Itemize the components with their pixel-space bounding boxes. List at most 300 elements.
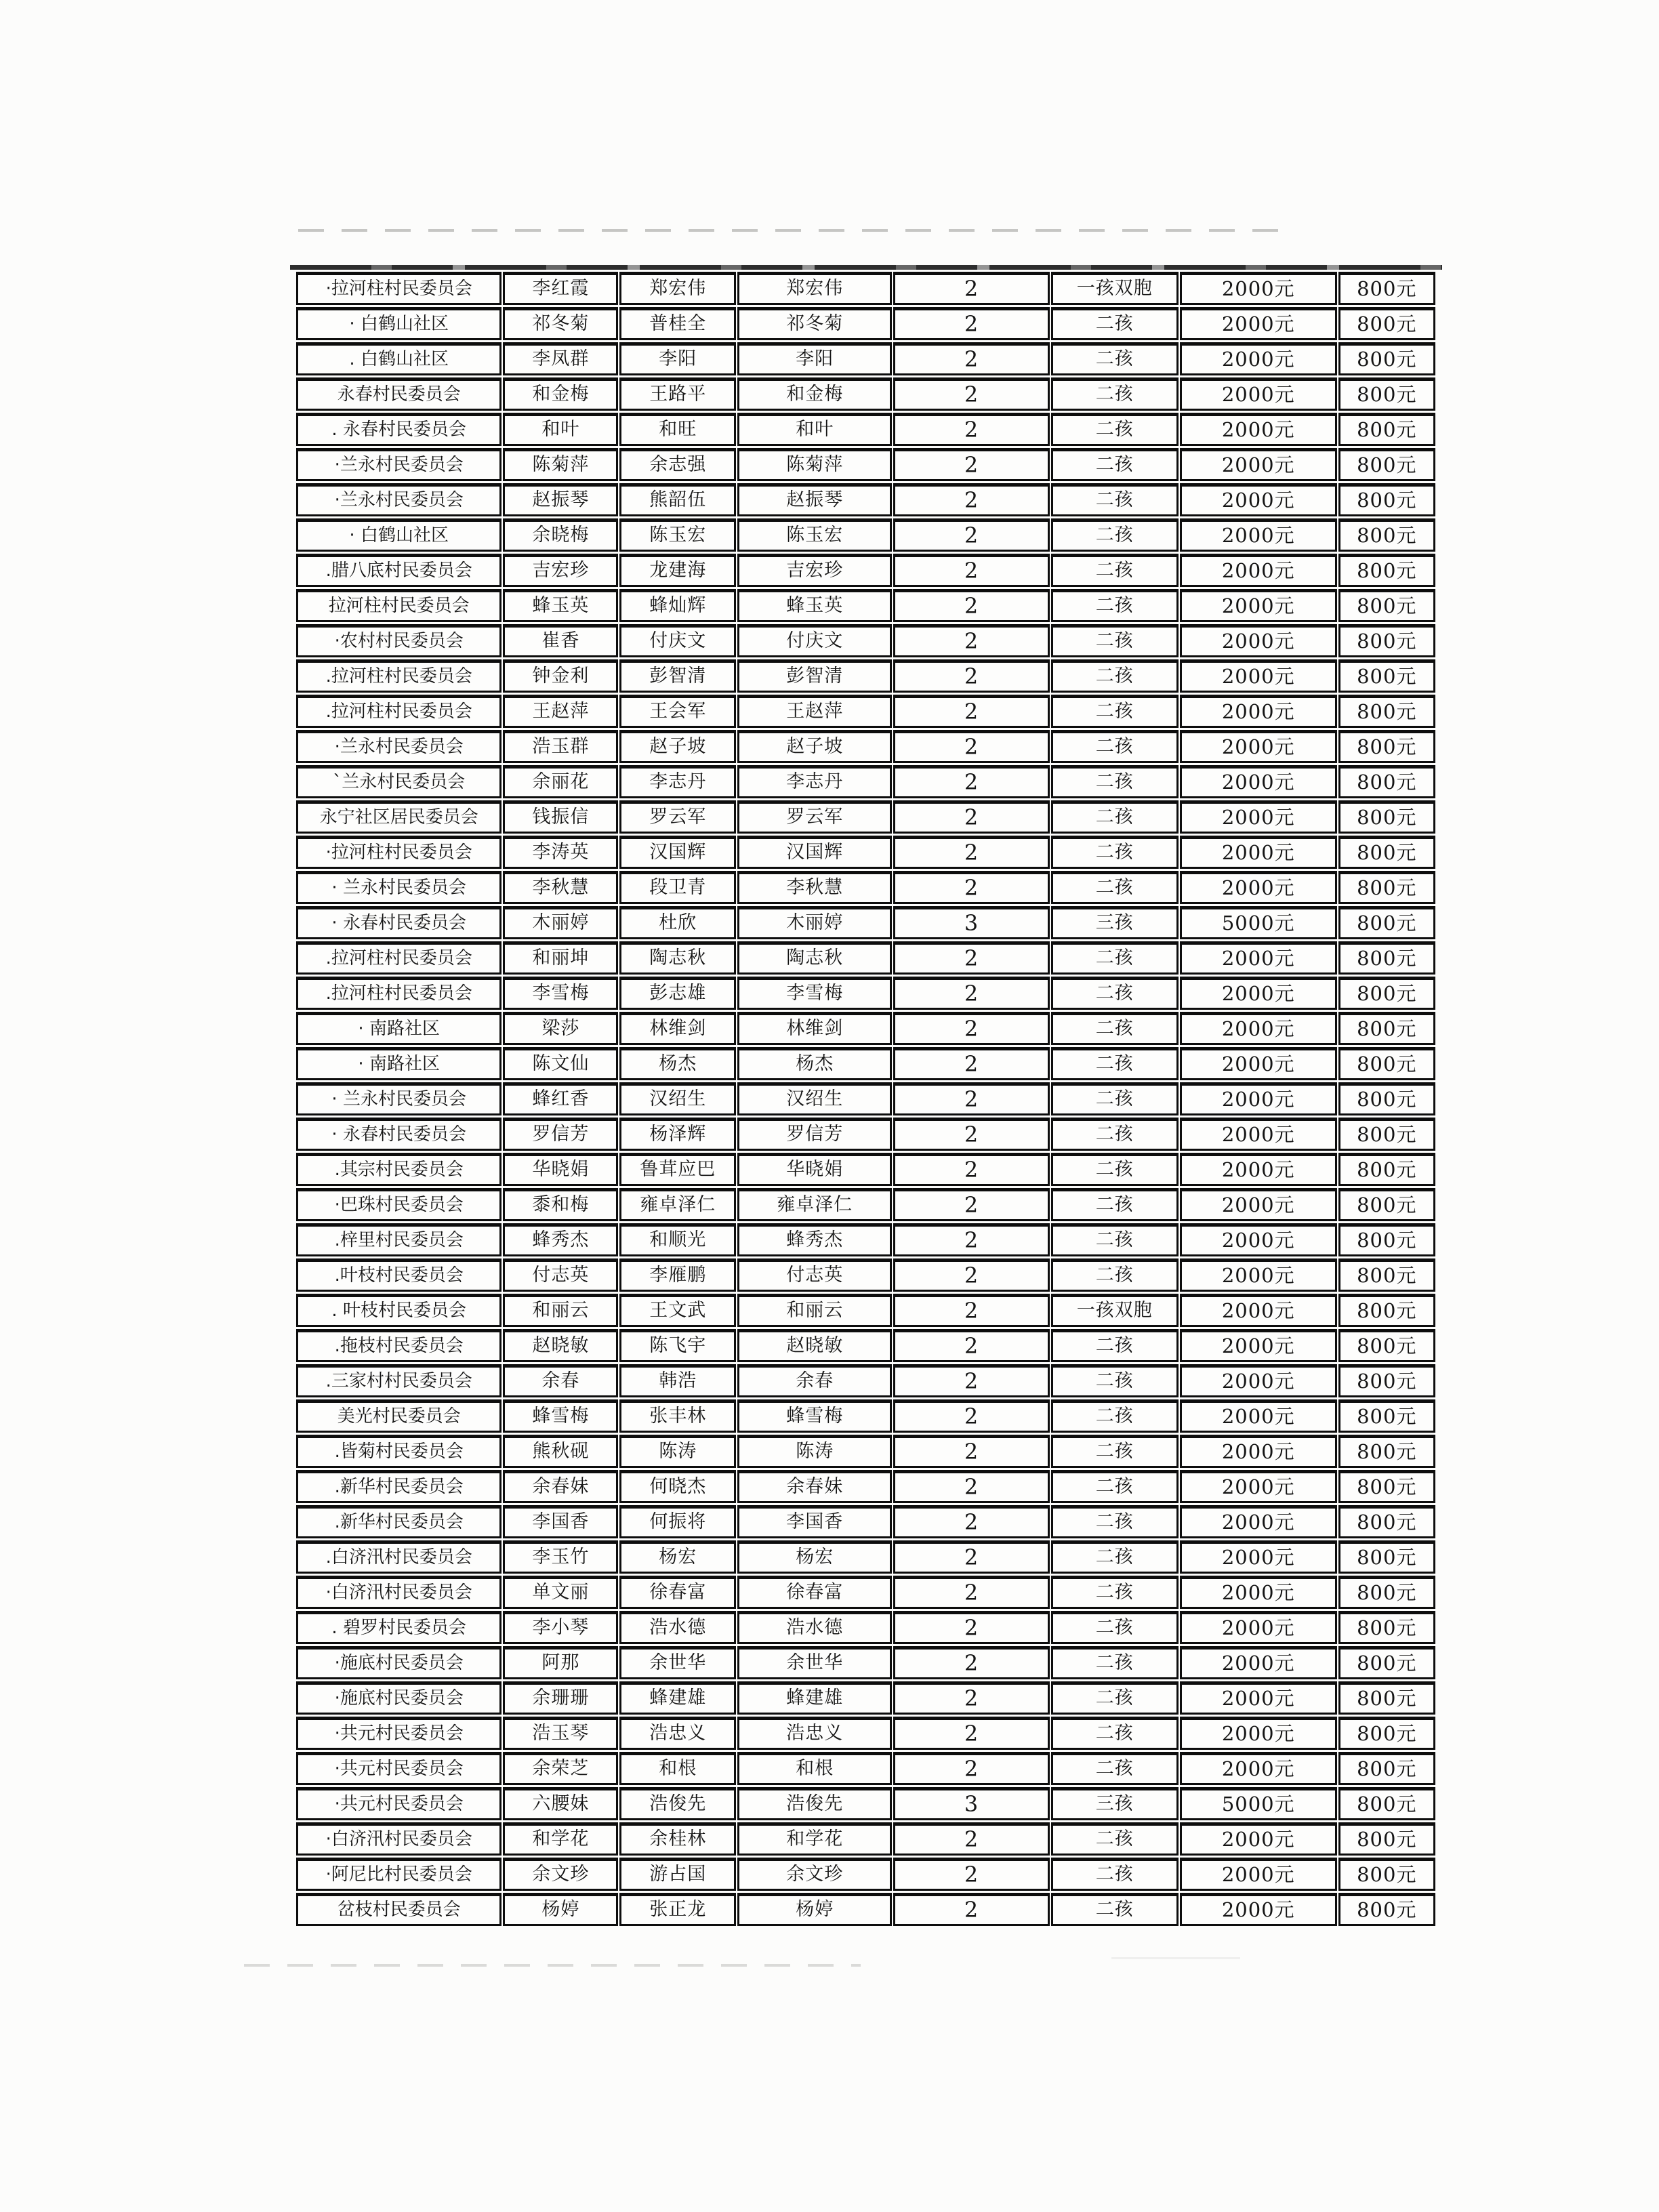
cell-name-1: 王赵萍 (503, 695, 618, 728)
cell-birth-type: 二孩 (1051, 977, 1179, 1010)
cell-name-2: 赵子坡 (619, 730, 736, 763)
cell-committee: · 南路社区 (296, 1012, 501, 1045)
cell-name-1: 和丽云 (503, 1294, 618, 1327)
cell-child-count: 2 (893, 1576, 1049, 1609)
cell-committee: · 白鹤山社区 (296, 518, 501, 552)
cell-name-2: 余桂林 (619, 1822, 736, 1856)
cell-amount-main: 2000元 (1180, 483, 1337, 516)
cell-name-2: 杨宏 (619, 1540, 736, 1574)
cell-amount-main: 2000元 (1180, 1681, 1337, 1715)
cell-name-3: 吉宏珍 (737, 554, 892, 587)
cell-child-count: 2 (893, 1717, 1049, 1750)
table-row (296, 1188, 1435, 1221)
cell-birth-type: 二孩 (1051, 1470, 1179, 1503)
cell-name-3: 付志英 (737, 1258, 892, 1292)
cell-amount-main: 2000元 (1180, 730, 1337, 763)
cell-committee: ·兰永村民委员会 (296, 730, 501, 763)
cell-name-1: 余珊珊 (503, 1681, 618, 1715)
cell-child-count: 2 (893, 695, 1049, 728)
cell-name-2: 汉国辉 (619, 836, 736, 869)
cell-name-2: 浩俊先 (619, 1787, 736, 1820)
cell-amount-secondary: 800元 (1338, 1012, 1435, 1045)
cell-child-count: 2 (893, 483, 1049, 516)
cell-committee: · 永春村民委员会 (296, 1118, 501, 1151)
table-row (296, 906, 1435, 939)
cell-amount-main: 2000元 (1180, 1505, 1337, 1538)
cell-name-2: 蜂灿辉 (619, 589, 736, 622)
cell-amount-main: 2000元 (1180, 377, 1337, 411)
cell-committee: ·阿尼比村民委员会 (296, 1858, 501, 1891)
cell-name-1: 崔香 (503, 624, 618, 657)
cell-birth-type: 二孩 (1051, 1611, 1179, 1644)
cell-name-1: 李小琴 (503, 1611, 618, 1644)
cell-birth-type: 二孩 (1051, 1435, 1179, 1468)
cell-name-3: 和根 (737, 1752, 892, 1785)
cell-amount-secondary: 800元 (1338, 413, 1435, 446)
cell-name-3: 杨宏 (737, 1540, 892, 1574)
cell-name-2: 和旺 (619, 413, 736, 446)
table-row (296, 695, 1435, 728)
cell-committee: .皆菊村民委员会 (296, 1435, 501, 1468)
cell-name-3: 陈菊萍 (737, 448, 892, 481)
cell-name-1: 华晓娟 (503, 1153, 618, 1186)
cell-name-2: 陈玉宏 (619, 518, 736, 552)
table-row (296, 1646, 1435, 1679)
cell-name-2: 王路平 (619, 377, 736, 411)
cell-name-3: 汉国辉 (737, 836, 892, 869)
cell-committee: ·共元村民委员会 (296, 1752, 501, 1785)
cell-child-count: 2 (893, 1118, 1049, 1151)
cell-amount-secondary: 800元 (1338, 1047, 1435, 1080)
cell-child-count: 2 (893, 1858, 1049, 1891)
cell-amount-secondary: 800元 (1338, 1223, 1435, 1256)
cell-name-1: 余春妹 (503, 1470, 618, 1503)
cell-birth-type: 二孩 (1051, 941, 1179, 975)
cell-amount-main: 2000元 (1180, 1646, 1337, 1679)
cell-committee: .拉河柱村民委员会 (296, 941, 501, 975)
cell-child-count: 2 (893, 800, 1049, 834)
cell-child-count: 2 (893, 765, 1049, 798)
table-row (296, 1082, 1435, 1115)
cell-name-2: 杨杰 (619, 1047, 736, 1080)
cell-name-1: 李雪梅 (503, 977, 618, 1010)
cell-amount-main: 2000元 (1180, 977, 1337, 1010)
cell-child-count: 2 (893, 518, 1049, 552)
cell-name-1: 杨婷 (503, 1893, 618, 1926)
cell-birth-type: 二孩 (1051, 695, 1179, 728)
cell-committee: . 叶枝村民委员会 (296, 1294, 501, 1327)
cell-child-count: 3 (893, 1787, 1049, 1820)
cell-amount-main: 2000元 (1180, 1752, 1337, 1785)
cell-name-2: 熊韶伍 (619, 483, 736, 516)
cell-amount-main: 2000元 (1180, 1893, 1337, 1926)
cell-name-3: 浩忠义 (737, 1717, 892, 1750)
cell-name-2: 杜欣 (619, 906, 736, 939)
table-row (296, 1576, 1435, 1609)
cell-committee: .白济汛村民委员会 (296, 1540, 501, 1574)
cell-child-count: 2 (893, 1435, 1049, 1468)
cell-amount-secondary: 800元 (1338, 1294, 1435, 1327)
cell-child-count: 2 (893, 589, 1049, 622)
cell-committee: ·兰永村民委员会 (296, 448, 501, 481)
cell-name-1: 黍和梅 (503, 1188, 618, 1221)
cell-name-3: 浩水德 (737, 1611, 892, 1644)
cell-amount-main: 2000元 (1180, 272, 1337, 305)
cell-amount-main: 2000元 (1180, 1012, 1337, 1045)
cell-name-3: 和丽云 (737, 1294, 892, 1327)
cell-name-3: 蜂玉英 (737, 589, 892, 622)
cell-name-1: 和学花 (503, 1822, 618, 1856)
cell-child-count: 2 (893, 342, 1049, 375)
cell-committee: .叶枝村民委员会 (296, 1258, 501, 1292)
cell-name-2: 雍卓泽仁 (619, 1188, 736, 1221)
table-row (296, 1505, 1435, 1538)
cell-birth-type: 二孩 (1051, 1047, 1179, 1080)
table-row (296, 1012, 1435, 1045)
cell-name-1: 和金梅 (503, 377, 618, 411)
cell-committee: ·白济汛村民委员会 (296, 1576, 501, 1609)
cell-amount-main: 2000元 (1180, 413, 1337, 446)
cell-birth-type: 二孩 (1051, 800, 1179, 834)
cell-name-1: 陈文仙 (503, 1047, 618, 1080)
table-row (296, 272, 1435, 305)
cell-name-1: 吉宏珍 (503, 554, 618, 587)
cell-amount-main: 2000元 (1180, 1153, 1337, 1186)
cell-name-3: 蜂建雄 (737, 1681, 892, 1715)
cell-committee: ·白济汛村民委员会 (296, 1822, 501, 1856)
table-row (296, 1435, 1435, 1468)
cell-birth-type: 二孩 (1051, 1223, 1179, 1256)
cell-birth-type: 二孩 (1051, 871, 1179, 904)
cell-name-1: 李红霞 (503, 272, 618, 305)
cell-name-2: 王文武 (619, 1294, 736, 1327)
cell-committee: . 白鹤山社区 (296, 342, 501, 375)
cell-amount-secondary: 800元 (1338, 871, 1435, 904)
table-row (296, 1329, 1435, 1362)
cell-name-1: 余荣芝 (503, 1752, 618, 1785)
cell-committee: ·拉河柱村民委员会 (296, 836, 501, 869)
cell-name-2: 何振将 (619, 1505, 736, 1538)
cell-child-count: 2 (893, 836, 1049, 869)
cell-amount-secondary: 800元 (1338, 518, 1435, 552)
cell-child-count: 2 (893, 1681, 1049, 1715)
cell-name-1: 和丽坤 (503, 941, 618, 975)
cell-name-3: 郑宏伟 (737, 272, 892, 305)
cell-name-1: 付志英 (503, 1258, 618, 1292)
cell-amount-secondary: 800元 (1338, 730, 1435, 763)
cell-amount-main: 2000元 (1180, 1364, 1337, 1397)
cell-birth-type: 二孩 (1051, 1188, 1179, 1221)
cell-amount-secondary: 800元 (1338, 554, 1435, 587)
cell-committee: . 永春村民委员会 (296, 413, 501, 446)
cell-amount-secondary: 800元 (1338, 589, 1435, 622)
cell-birth-type: 三孩 (1051, 1787, 1179, 1820)
cell-birth-type: 二孩 (1051, 1118, 1179, 1151)
table-row (296, 1717, 1435, 1750)
cell-amount-main: 2000元 (1180, 589, 1337, 622)
cell-name-2: 蜂建雄 (619, 1681, 736, 1715)
cell-amount-secondary: 800元 (1338, 659, 1435, 693)
cell-name-1: 钟金利 (503, 659, 618, 693)
cell-amount-main: 2000元 (1180, 1294, 1337, 1327)
cell-amount-secondary: 800元 (1338, 906, 1435, 939)
cell-name-2: 杨泽辉 (619, 1118, 736, 1151)
cell-name-2: 余世华 (619, 1646, 736, 1679)
cell-name-2: 游占国 (619, 1858, 736, 1891)
cell-committee: ·兰永村民委员会 (296, 483, 501, 516)
cell-child-count: 2 (893, 307, 1049, 340)
cell-committee: 美光村民委员会 (296, 1399, 501, 1433)
cell-name-1: 李涛英 (503, 836, 618, 869)
cell-amount-main: 2000元 (1180, 1399, 1337, 1433)
cell-amount-main: 2000元 (1180, 1435, 1337, 1468)
cell-amount-secondary: 800元 (1338, 977, 1435, 1010)
cell-amount-secondary: 800元 (1338, 307, 1435, 340)
cell-amount-main: 2000元 (1180, 1082, 1337, 1115)
cell-committee: .拖枝村民委员会 (296, 1329, 501, 1362)
cell-name-3: 林维剑 (737, 1012, 892, 1045)
table-row (296, 836, 1435, 869)
cell-amount-secondary: 800元 (1338, 377, 1435, 411)
cell-amount-secondary: 800元 (1338, 1681, 1435, 1715)
table-row (296, 977, 1435, 1010)
cell-amount-secondary: 800元 (1338, 342, 1435, 375)
cell-name-2: 和根 (619, 1752, 736, 1785)
cell-birth-type: 二孩 (1051, 307, 1179, 340)
cell-child-count: 2 (893, 1364, 1049, 1397)
table-row (296, 1611, 1435, 1644)
cell-name-3: 浩俊先 (737, 1787, 892, 1820)
table-row (296, 1858, 1435, 1891)
table-row (296, 448, 1435, 481)
cell-name-3: 杨杰 (737, 1047, 892, 1080)
cell-committee: ·共元村民委员会 (296, 1787, 501, 1820)
cell-name-1: 浩玉琴 (503, 1717, 618, 1750)
table-row (296, 765, 1435, 798)
cell-name-3: 华晓娟 (737, 1153, 892, 1186)
cell-name-2: 陈飞宇 (619, 1329, 736, 1362)
cell-birth-type: 二孩 (1051, 1258, 1179, 1292)
cell-child-count: 2 (893, 977, 1049, 1010)
cell-name-3: 汉绍生 (737, 1082, 892, 1115)
cell-birth-type: 二孩 (1051, 554, 1179, 587)
cell-name-1: 钱振信 (503, 800, 618, 834)
cell-committee: · 南路社区 (296, 1047, 501, 1080)
cell-name-3: 祁冬菊 (737, 307, 892, 340)
cell-amount-main: 2000元 (1180, 342, 1337, 375)
cell-name-3: 徐春富 (737, 1576, 892, 1609)
cell-amount-secondary: 800元 (1338, 1611, 1435, 1644)
table-row (296, 800, 1435, 834)
cell-committee: .拉河柱村民委员会 (296, 695, 501, 728)
cell-amount-secondary: 800元 (1338, 765, 1435, 798)
cell-name-2: 浩水德 (619, 1611, 736, 1644)
cell-amount-secondary: 800元 (1338, 836, 1435, 869)
cell-amount-main: 2000元 (1180, 1258, 1337, 1292)
cell-birth-type: 二孩 (1051, 413, 1179, 446)
cell-name-3: 陶志秋 (737, 941, 892, 975)
cell-child-count: 2 (893, 1752, 1049, 1785)
cell-amount-main: 2000元 (1180, 1717, 1337, 1750)
cell-name-1: 梁莎 (503, 1012, 618, 1045)
table-row (296, 342, 1435, 375)
cell-amount-main: 2000元 (1180, 941, 1337, 975)
cell-committee: ·巴珠村民委员会 (296, 1188, 501, 1221)
cell-birth-type: 二孩 (1051, 1364, 1179, 1397)
table-row (296, 1223, 1435, 1256)
cell-name-2: 彭志雄 (619, 977, 736, 1010)
cell-name-2: 张丰林 (619, 1399, 736, 1433)
cell-birth-type: 二孩 (1051, 589, 1179, 622)
cell-committee: .拉河柱村民委员会 (296, 977, 501, 1010)
cell-child-count: 2 (893, 272, 1049, 305)
cell-name-2: 付庆文 (619, 624, 736, 657)
cell-name-3: 赵晓敏 (737, 1329, 892, 1362)
table-row (296, 871, 1435, 904)
cell-name-3: 赵振琴 (737, 483, 892, 516)
cell-amount-main: 2000元 (1180, 518, 1337, 552)
cell-name-1: 熊秋砚 (503, 1435, 618, 1468)
cell-child-count: 2 (893, 1223, 1049, 1256)
cell-birth-type: 二孩 (1051, 377, 1179, 411)
cell-committee: .腊八底村民委员会 (296, 554, 501, 587)
table-row (296, 377, 1435, 411)
cell-name-3: 余春妹 (737, 1470, 892, 1503)
cell-name-3: 付庆文 (737, 624, 892, 657)
cell-name-1: 赵晓敏 (503, 1329, 618, 1362)
cell-amount-main: 2000元 (1180, 765, 1337, 798)
cell-birth-type: 二孩 (1051, 1717, 1179, 1750)
cell-child-count: 2 (893, 1188, 1049, 1221)
cell-committee: .新华村民委员会 (296, 1470, 501, 1503)
cell-name-3: 王赵萍 (737, 695, 892, 728)
cell-birth-type: 二孩 (1051, 1540, 1179, 1574)
cell-name-2: 王会军 (619, 695, 736, 728)
cell-name-2: 李阳 (619, 342, 736, 375)
cell-amount-main: 2000元 (1180, 1576, 1337, 1609)
table-row (296, 1787, 1435, 1820)
cell-child-count: 2 (893, 1153, 1049, 1186)
cell-child-count: 2 (893, 377, 1049, 411)
cell-name-1: 蜂雪梅 (503, 1399, 618, 1433)
scan-artifact-smudge-bottom-right (1111, 1957, 1240, 1959)
cell-name-1: 陈菊萍 (503, 448, 618, 481)
cell-amount-main: 2000元 (1180, 836, 1337, 869)
cell-committee: · 永春村民委员会 (296, 906, 501, 939)
cell-name-2: 鲁茸应巴 (619, 1153, 736, 1186)
cell-birth-type: 二孩 (1051, 1012, 1179, 1045)
cell-amount-main: 2000元 (1180, 1329, 1337, 1362)
cell-name-3: 罗云军 (737, 800, 892, 834)
cell-name-1: 李凤群 (503, 342, 618, 375)
cell-birth-type: 二孩 (1051, 730, 1179, 763)
table-row (296, 624, 1435, 657)
cell-committee: .三家村村民委员会 (296, 1364, 501, 1397)
table-body (296, 272, 1435, 1926)
cell-amount-main: 2000元 (1180, 1858, 1337, 1891)
cell-committee: . 碧罗村民委员会 (296, 1611, 501, 1644)
cell-child-count: 2 (893, 659, 1049, 693)
cell-birth-type: 二孩 (1051, 1822, 1179, 1856)
cell-birth-type: 二孩 (1051, 1329, 1179, 1362)
cell-name-3: 陈涛 (737, 1435, 892, 1468)
cell-birth-type: 二孩 (1051, 1893, 1179, 1926)
cell-name-3: 罗信芳 (737, 1118, 892, 1151)
cell-amount-main: 2000元 (1180, 1611, 1337, 1644)
cell-name-3: 木丽婷 (737, 906, 892, 939)
cell-amount-main: 2000元 (1180, 554, 1337, 587)
cell-name-1: 李玉竹 (503, 1540, 618, 1574)
cell-birth-type: 二孩 (1051, 342, 1179, 375)
cell-committee: .其宗村民委员会 (296, 1153, 501, 1186)
scan-artifact-line-bottom (244, 1964, 861, 1967)
cell-committee: 永宁社区居民委员会 (296, 800, 501, 834)
cell-name-3: 和学花 (737, 1822, 892, 1856)
cell-amount-main: 2000元 (1180, 659, 1337, 693)
table-row (296, 1822, 1435, 1856)
cell-name-2: 彭智清 (619, 659, 736, 693)
cell-committee: 永春村民委员会 (296, 377, 501, 411)
cell-name-3: 李国香 (737, 1505, 892, 1538)
cell-name-3: 李志丹 (737, 765, 892, 798)
cell-name-3: 雍卓泽仁 (737, 1188, 892, 1221)
cell-amount-secondary: 800元 (1338, 1399, 1435, 1433)
cell-committee: .新华村民委员会 (296, 1505, 501, 1538)
cell-child-count: 2 (893, 1047, 1049, 1080)
cell-committee: ·施底村民委员会 (296, 1646, 501, 1679)
cell-name-1: 余丽花 (503, 765, 618, 798)
table-row (296, 1364, 1435, 1397)
cell-amount-secondary: 800元 (1338, 1153, 1435, 1186)
cell-amount-secondary: 800元 (1338, 941, 1435, 975)
cell-amount-main: 2000元 (1180, 1188, 1337, 1221)
cell-child-count: 2 (893, 624, 1049, 657)
cell-child-count: 2 (893, 413, 1049, 446)
cell-name-2: 汉绍生 (619, 1082, 736, 1115)
cell-child-count: 2 (893, 1893, 1049, 1926)
cell-amount-main: 2000元 (1180, 1223, 1337, 1256)
cell-name-1: 李秋慧 (503, 871, 618, 904)
cell-amount-main: 2000元 (1180, 1822, 1337, 1856)
cell-committee: ·共元村民委员会 (296, 1717, 501, 1750)
cell-name-2: 普桂全 (619, 307, 736, 340)
cell-amount-main: 2000元 (1180, 1118, 1337, 1151)
cell-name-2: 余志强 (619, 448, 736, 481)
cell-name-2: 徐春富 (619, 1576, 736, 1609)
cell-name-2: 段卫青 (619, 871, 736, 904)
cell-name-2: 郑宏伟 (619, 272, 736, 305)
cell-birth-type: 三孩 (1051, 906, 1179, 939)
cell-amount-secondary: 800元 (1338, 483, 1435, 516)
cell-name-1: 阿那 (503, 1646, 618, 1679)
cell-amount-secondary: 800元 (1338, 1505, 1435, 1538)
cell-committee: .梓里村民委员会 (296, 1223, 501, 1256)
cell-amount-secondary: 800元 (1338, 1858, 1435, 1891)
cell-name-1: 余春 (503, 1364, 618, 1397)
cell-amount-secondary: 800元 (1338, 624, 1435, 657)
cell-amount-secondary: 800元 (1338, 800, 1435, 834)
cell-name-1: 木丽婷 (503, 906, 618, 939)
cell-amount-main: 2000元 (1180, 1470, 1337, 1503)
cell-amount-secondary: 800元 (1338, 1540, 1435, 1574)
cell-child-count: 2 (893, 1082, 1049, 1115)
cell-birth-type: 二孩 (1051, 1681, 1179, 1715)
cell-name-1: 蜂秀杰 (503, 1223, 618, 1256)
cell-name-2: 何晓杰 (619, 1470, 736, 1503)
cell-amount-secondary: 800元 (1338, 1188, 1435, 1221)
cell-birth-type: 二孩 (1051, 1752, 1179, 1785)
cell-amount-main: 2000元 (1180, 695, 1337, 728)
